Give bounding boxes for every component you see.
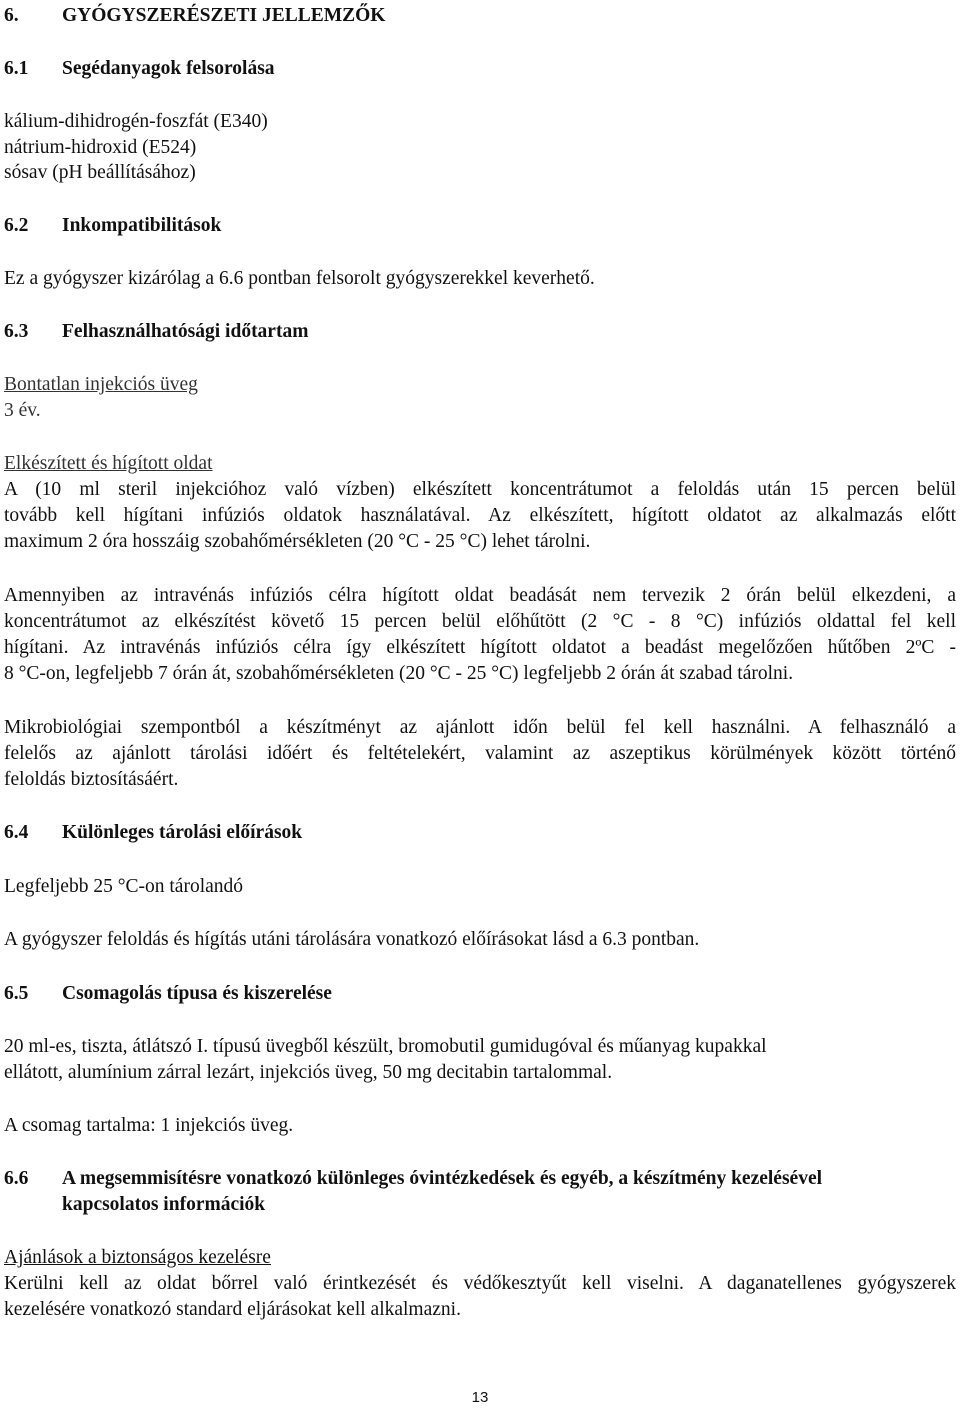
subsection-title: Segédanyagok felsorolása [62, 58, 275, 79]
paragraph: A gyógyszer feloldás és hígítás utáni tárolására vonatkozó előírásokat lásd a 6.3 pontban. [4, 929, 700, 950]
subsection-title: Inkompatibilitások [62, 215, 222, 236]
subsection-heading-6-3 [4, 319, 308, 345]
paragraph-line: tovább kell hígítani infúziós oldatok használatával. Az elkészített, hígított oldatot az alkalmazás előtt [4, 505, 956, 526]
subsection-heading-6-5 [4, 981, 332, 1007]
paragraph-line: kezelésére vonatkozó standard eljárásokat kell alkalmazni. [4, 1299, 461, 1320]
subsection-title: Különleges tárolási előírások [62, 822, 303, 843]
paragraph-line: maximum 2 óra hosszáig szobahőmérsékleten (20 °C - 25 °C) lehet tárolni. [4, 531, 591, 552]
underlined-subheading: Ajánlások a biztonságos kezelésre [4, 1247, 271, 1268]
subsection-title-line: A megsemmisítésre vonatkozó különleges óvintézkedések és egyéb, a készítmény kezelésével [62, 1168, 823, 1189]
paragraph-line: Kerülni kell az oldat bőrrel való érintkezését és védőkesztyűt kell viselni. A daganatellenes gyógyszerek [4, 1273, 956, 1294]
paragraph: 3 év. [4, 400, 41, 421]
subsection-title: Felhasználhatósági időtartam [62, 321, 309, 342]
paragraph: Legfeljebb 25 °C-on tárolandó [4, 876, 244, 897]
excipient-item: sósav (pH beállításához) [4, 162, 196, 183]
section-number: 6. [4, 5, 19, 26]
excipient-item: nátrium-hidroxid (E524) [4, 137, 197, 158]
subsection-number: 6.2 [4, 215, 29, 236]
paragraph-line: felelős az ajánlott tárolási időért és feltételekért, valamint az aszeptikus körülmények között történő [4, 743, 956, 764]
subsection-title: Csomagolás típusa és kiszerelése [62, 983, 332, 1004]
subsection-number: 6.5 [4, 983, 29, 1004]
subsection-heading-6-1 [4, 56, 275, 82]
paragraph-line: 8 °C-on, legfeljebb 7 órán át, szobahőmérsékleten (20 °C - 25 °C) legfeljebb 2 órán át szabad tárolni. [4, 663, 794, 684]
subsection-heading-6-2 [4, 213, 221, 239]
subsection-title-line: kapcsolatos információk [62, 1194, 266, 1215]
paragraph-line: koncentrátumot az elkészítést követő 15 percen belül előhűtött (2 °C - 8 °C) infúziós oldattal fel kell [4, 611, 956, 632]
paragraph-line: 20 ml-es, tiszta, átlátszó I. típusú üvegből készült, bromobutil gumidugóval és műanyag kupakkal [4, 1036, 767, 1057]
subsection-number: 6.6 [4, 1168, 29, 1189]
subsection-heading-6-4 [4, 820, 302, 846]
subsection-number: 6.3 [4, 321, 29, 342]
paragraph-line: Mikrobiológiai szempontból a készítményt az ajánlott időn belül fel kell használni. A felhasználó a [4, 717, 956, 738]
excipient-item: kálium-dihidrogén-foszfát (E340) [4, 111, 268, 132]
section-heading [4, 3, 385, 29]
paragraph-line: Amennyiben az intravénás infúziós célra hígított oldat beadását nem tervezik 2 órán belül elkezdeni, a [4, 585, 956, 606]
paragraph-line: ellátott, alumínium zárral lezárt, injekciós üveg, 50 mg decitabin tartalommal. [4, 1062, 613, 1083]
underlined-subheading: Elkészített és hígított oldat [4, 453, 213, 474]
paragraph: A csomag tartalma: 1 injekciós üveg. [4, 1115, 294, 1136]
subsection-number: 6.1 [4, 58, 29, 79]
paragraph-line: hígítani. Az intravénás infúziós célra így elkészített hígított oldatot a beadást megelőzően hűtőben 2ºC - [4, 637, 956, 658]
page-number: 13 [471, 1389, 489, 1406]
section-title: GYÓGYSZERÉSZETI JELLEMZŐK [62, 5, 386, 26]
subsection-number: 6.4 [4, 822, 29, 843]
paragraph-line: A (10 ml steril injekcióhoz való vízben) elkészített koncentrátumot a feloldás után 15 percen belül [4, 479, 956, 500]
underlined-subheading: Bontatlan injekciós üveg [4, 374, 198, 395]
subsection-heading-6-6 [4, 1166, 822, 1192]
paragraph: Ez a gyógyszer kizárólag a 6.6 pontban felsorolt gyógyszerekkel keverhető. [4, 268, 595, 289]
paragraph-line: feloldás biztosításáért. [4, 769, 179, 790]
